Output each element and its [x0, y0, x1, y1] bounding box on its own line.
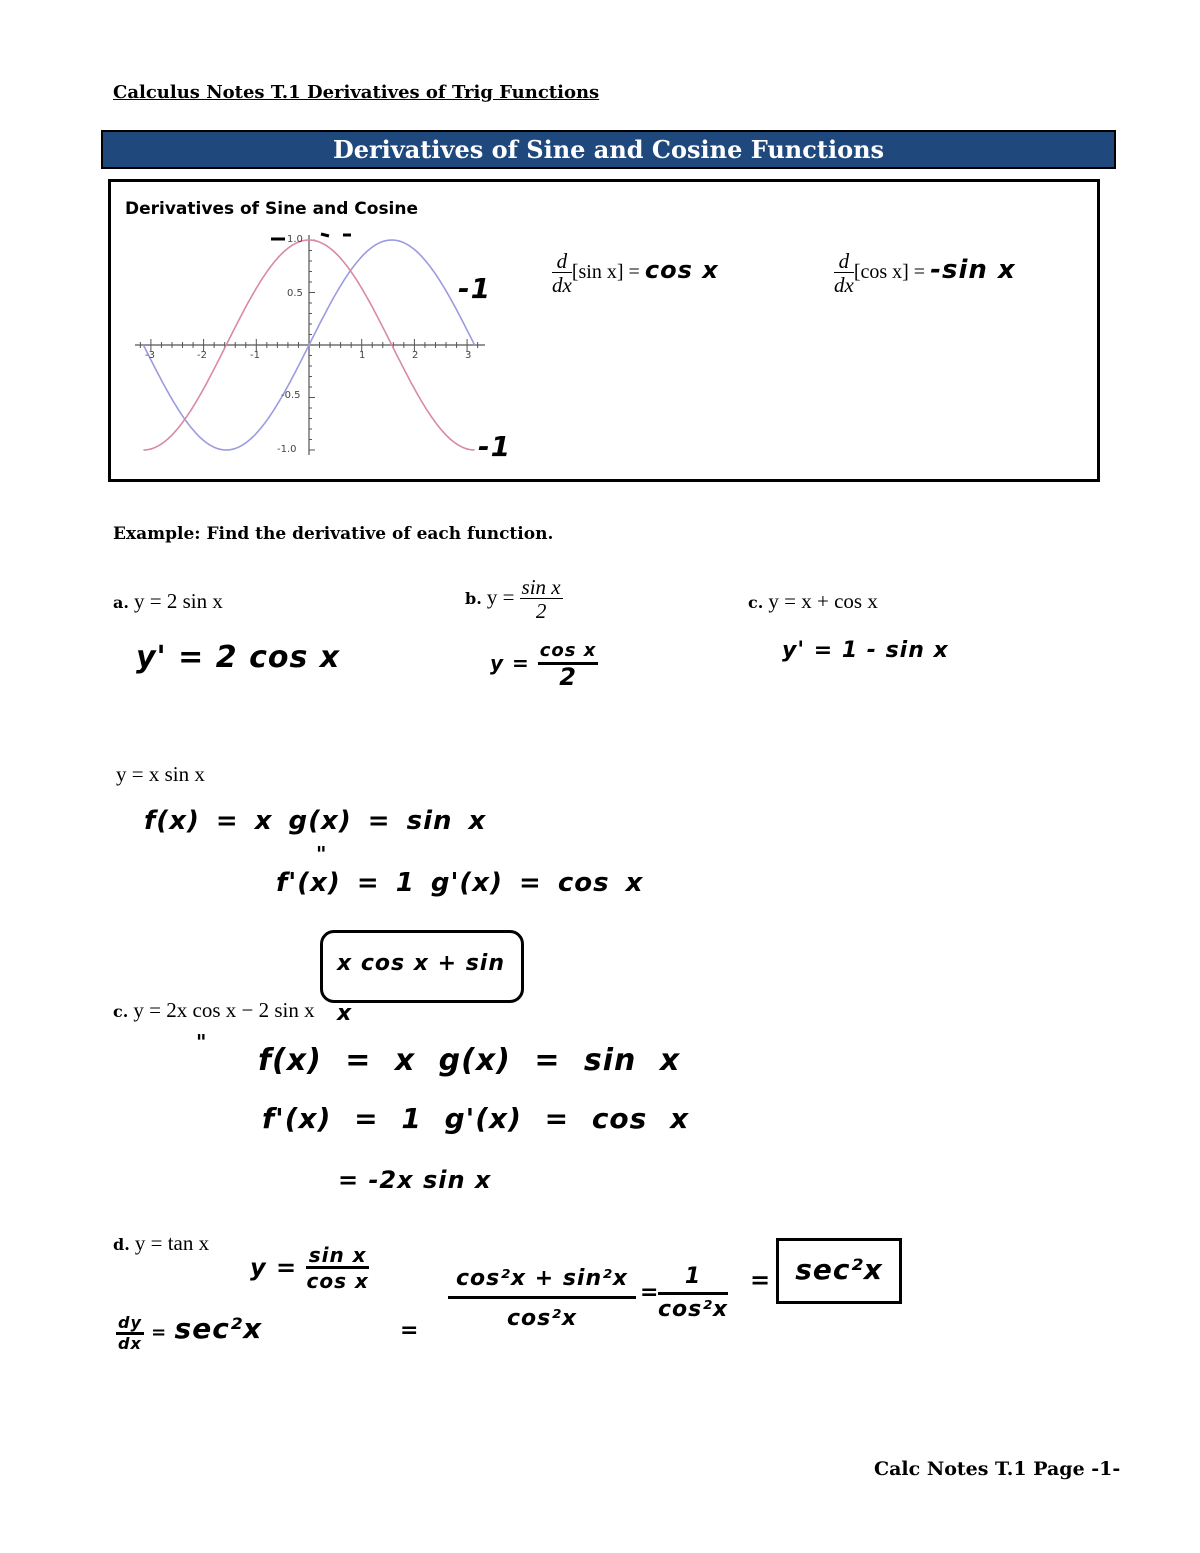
work-d-final: sec²x [776, 1238, 902, 1304]
rule-sin-expr: [sin x] = [571, 261, 640, 283]
hand-label-top: -1 [458, 272, 492, 305]
work-c2-line3: = -2x sin x [338, 1166, 492, 1194]
work-c2-line1: f(x) = x g(x) = sin x [258, 1043, 681, 1078]
problem-d: d. y = tan x [113, 1231, 210, 1255]
x-tick-label: -3 [145, 350, 155, 361]
work-product-result: x cos x + sin x [320, 930, 524, 1003]
page-footer: Calc Notes T.1 Page -1- [874, 1458, 1121, 1480]
y-tick-label: 0.5 [287, 288, 303, 299]
x-tick-label: 3 [465, 350, 472, 361]
box-title: Derivatives of Sine and Cosine [125, 199, 419, 219]
work-c: y' = 1 - sin x [782, 638, 949, 663]
d-dx-fraction: $\frac{d}{dx}$ [552, 249, 572, 297]
hand-stroke [321, 234, 329, 236]
equal-mark: " [196, 1030, 208, 1054]
rule-cos-expr: [cos x] = [853, 261, 926, 283]
problem-c2: c. y = 2x cos x − 2 sin x [113, 998, 315, 1022]
x-tick-label: -1 [250, 350, 260, 361]
rule-sin [552, 250, 719, 297]
problem-product: y = x sin x [116, 762, 205, 786]
equals-sign: = [400, 1318, 420, 1343]
fraction: $\frac{dy}{dx}$ [118, 1312, 142, 1353]
y-tick-label: -1.0 [277, 444, 297, 455]
work-d-def: y = $\frac{\text{sin x}}{\text{cos x}}$ [250, 1243, 369, 1293]
work-d-step1 [448, 1262, 636, 1339]
equal-mark: " [316, 842, 328, 866]
work-d-step2 [658, 1262, 728, 1325]
fraction: $\frac{\text{cos²x + sin²x}}{\text{cos²x}}$ [448, 1262, 636, 1339]
rule-cos [834, 250, 1016, 297]
work-product-line1: f(x) = x g(x) = sin x [144, 806, 487, 836]
work-c2-line2: f'(x) = 1 g'(x) = cos x [262, 1102, 690, 1135]
rule-cos-answer: -sin x [930, 255, 1016, 285]
section-banner: Derivatives of Sine and Cosine Functions [101, 130, 1116, 169]
work-d-dydx: $\frac{dy}{dx}$ = sec²x [118, 1312, 263, 1353]
fraction: $\frac{1}{\text{cos²x}}$ [658, 1264, 729, 1322]
fraction: $\frac{\text{cos x}}{2}$ [539, 640, 597, 691]
fraction: $\frac{\text{sin x}}{2}$ [521, 575, 561, 623]
sine-cosine-graph [125, 225, 525, 460]
fraction: $\frac{\text{sin x}}{\text{cos x}}$ [306, 1243, 369, 1293]
equals-sign: = [640, 1280, 660, 1305]
x-tick-label: -2 [197, 350, 207, 361]
work-product-line2: f'(x) = 1 g'(x) = cos x [276, 868, 644, 898]
y-tick-label: -0.5 [281, 390, 301, 401]
y-tick-label: 1.0 [287, 234, 303, 245]
page-title: Calculus Notes T.1 Derivatives of Trig Functions [113, 82, 600, 103]
equals-sign: = [750, 1266, 772, 1294]
problem-c: c. y = x + cos x [748, 589, 878, 613]
work-a: y' = 2 cos x [136, 640, 341, 675]
problem-b: b. y = $\frac{\text{sin x}}{2}$ [465, 575, 561, 623]
rule-sin-answer: cos x [644, 256, 719, 284]
problem-a: a. y = 2 sin x [113, 589, 223, 613]
d-dx-fraction: $\frac{d}{dx}$ [834, 249, 854, 297]
example-heading: Example: Find the derivative of each function. [113, 524, 554, 544]
x-tick-label: 1 [359, 350, 366, 361]
work-b: y = $\frac{\text{cos x}}{2}$ [490, 640, 597, 691]
x-tick-label: 2 [412, 350, 419, 361]
hand-label-bottom: -1 [478, 430, 512, 463]
